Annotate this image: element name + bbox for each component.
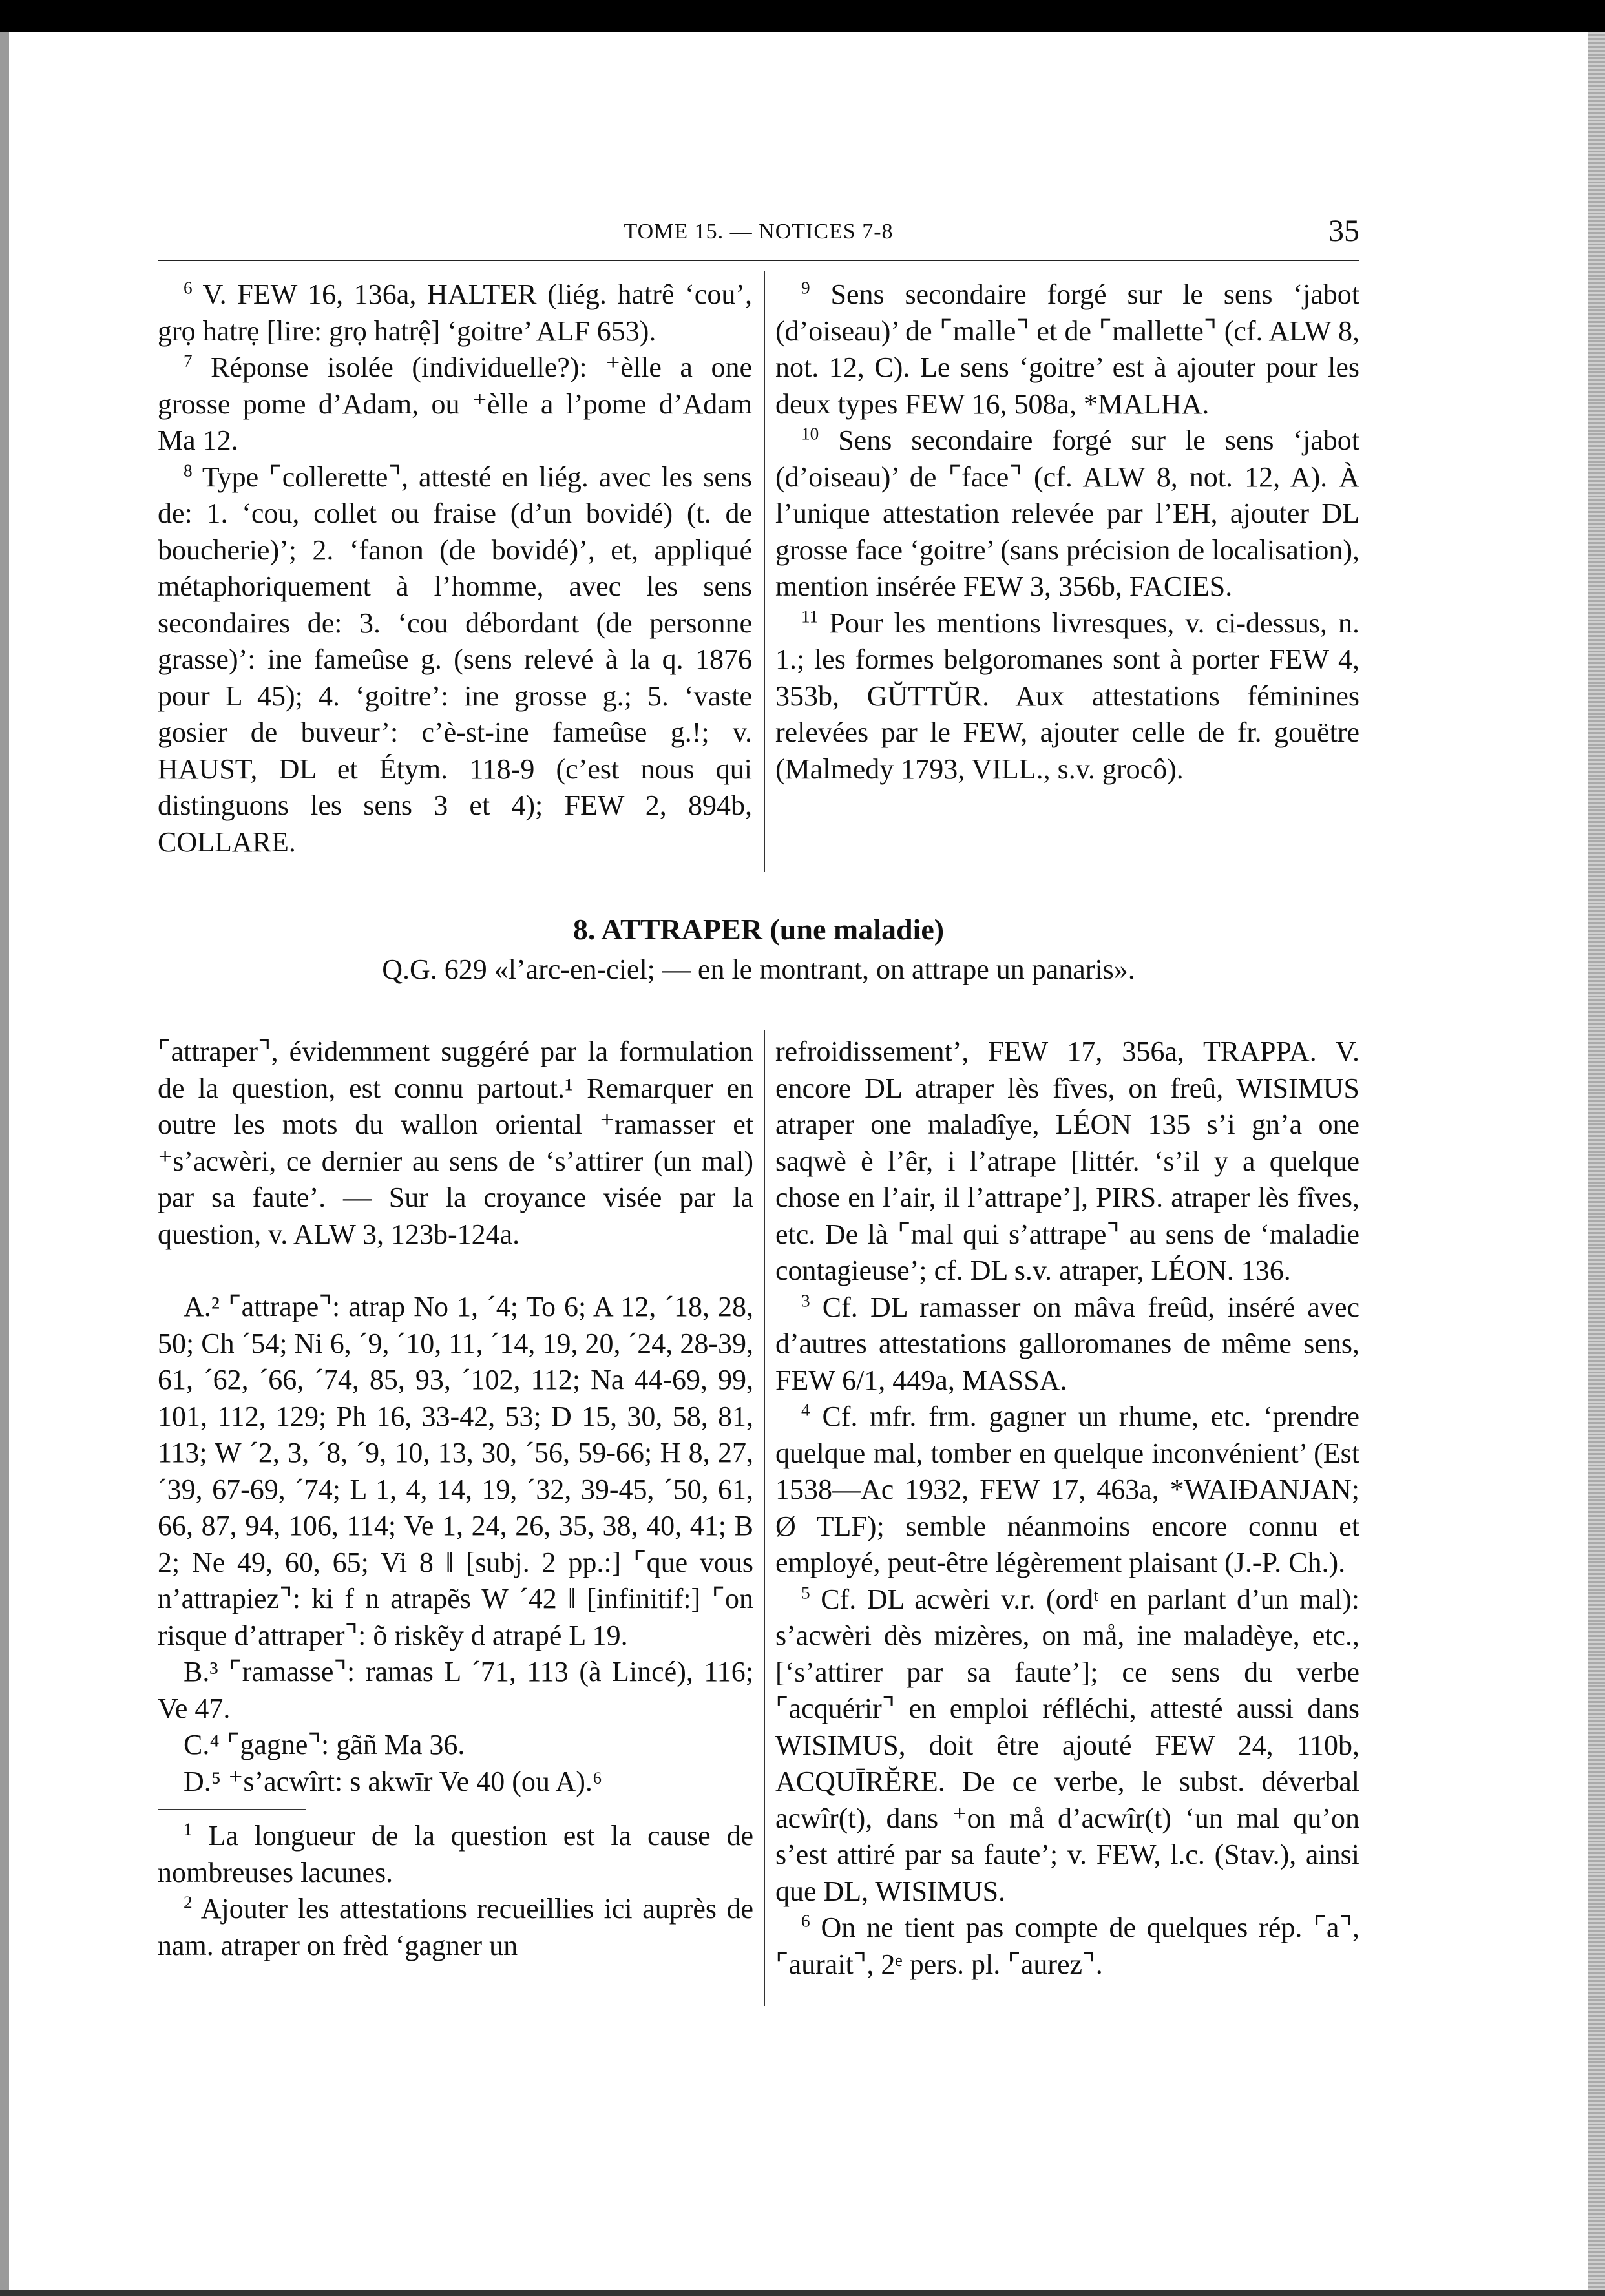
top-left-notes — [158, 277, 752, 861]
footnote-rule — [158, 1809, 306, 1810]
intro-paragraph: ⌜attraper⌝, évidemment suggéré par la formulation de la question, est connu partout.¹ Remarquer en outre les mots du wallon oriental ⁺ramasser et ⁺s’acwèri, ce dernier au sens de ‘s’attirer (un mal) par sa faute’. — Sur la croyance visée par la question, v. ALW 3, 123b-124a. — [158, 1036, 753, 1250]
note-10 — [775, 423, 1359, 605]
scan-border-right — [1588, 32, 1605, 2296]
note-text: V. FEW 16, 136a, HALTER (liég. hatrê ‘cou’, grọ hatrẹ [lire: grọ hatrệ] ‘goitre’ ALF 653). — [158, 278, 752, 347]
note-text: On ne tient pas compte de quelques rép. ⌜a⌝, ⌜aurait⌝, 2ᵉ pers. pl. ⌜aurez⌝. — [775, 1912, 1359, 1980]
note-text: Sens secondaire forgé sur le sens ‘jabot (d’oiseau)’ de ⌜face⌝ (cf. ALW 8, not. 12, A). À l’unique attestation relevée par l’EH, ajouter DL grosse face ‘goitre’ (sans précision de localisation), mention insérée FEW 3, 356b, FACIES. — [775, 424, 1360, 602]
note-text: Cf. DL ramasser on mâva freûd, inséré avec d’autres attestations galloromanes de même sens, FEW 6/1, 449a, MASSA. — [775, 1291, 1359, 1396]
type-b-paragraph: B.³ ⌜ramasse⌝: ramas L ´71, 113 (à Lincé), 116; Ve 47. — [158, 1656, 753, 1724]
note-text: Pour les mentions livresques, v. ci-dessus, n. 1.; les formes belgoromanes sont à porter FEW 4, 353b, GŬTTŬR. Aux attestations féminines relevées par le FEW, ajouter celle de fr. gouëtre (Malmedy 1793, VILL., s.v. grocô). — [775, 607, 1359, 785]
header-rule — [158, 260, 1359, 261]
scan-border-top — [0, 0, 1605, 32]
note-number: 10 — [801, 424, 819, 444]
continuation-paragraph: refroidissement’, FEW 17, 356a, TRAPPA. V. encore DL atraper lès fîves, on freû, WISIMUS atraper one maladîye, LÉON 135 s’i gn’a one saqwè è l’êr, i l’atrape [littér. ‘s’il y a quelque chose en l’air, il l’attrape’], PIRS. atraper lès fîves, etc. De là ⌜mal qui s’attrape⌝ au sens de ‘maladie contagieuse’; cf. DL s.v. atraper, LÉON. 136. — [775, 1036, 1359, 1286]
note-9 — [775, 277, 1359, 423]
note-number: 6 — [801, 1911, 810, 1931]
note-number: 3 — [801, 1290, 810, 1310]
note-number: 2 — [184, 1892, 193, 1912]
note-number: 1 — [184, 1819, 193, 1839]
note-number: 7 — [184, 351, 193, 371]
footnote-1 — [158, 1818, 753, 1891]
note-text: Cf. DL acwèri v.r. (ordᵗ en parlant d’un mal): s’acwèri dès mizères, on må, ine maladèye, etc., [‘s’attirer par sa faute’]; ce sens du verbe ⌜acquérir⌝ en emploi réfléchi, attesté aussi dans WISIMUS, doit être ajouté FEW 24, 110b, ACQUĪRĔRE. De ce verbe, le subst. déverbal acwîr(t), dans ⁺on må d’acwîr(t) ‘un mal qu’on s’est attiré par sa faute’; v. FEW, l.c. (Stav.), ainsi que DL, WISIMUS. — [775, 1583, 1360, 1907]
note-number: 5 — [801, 1582, 810, 1602]
running-head: TOME 15. — NOTICES 7-8 — [624, 220, 894, 244]
note-11 — [775, 605, 1359, 788]
note-8 — [158, 459, 752, 861]
note-number: 4 — [801, 1400, 810, 1420]
page-header — [158, 213, 1359, 260]
note-4 — [775, 1399, 1359, 1581]
note-number: 8 — [184, 460, 193, 480]
left-main-column — [158, 1034, 753, 1964]
note-text: La longueur de la question est la cause de nombreuses lacunes. — [158, 1820, 753, 1888]
note-6-bottom — [775, 1910, 1359, 1983]
note-number: 11 — [801, 606, 819, 626]
column-divider-top — [764, 271, 765, 872]
scan-border-bottom — [0, 2290, 1605, 2296]
note-text: Cf. mfr. frm. gagner un rhume, etc. ‘prendre quelque mal, tomber en quelque inconvénient’ (Est 1538—Ac 1932, FEW 17, 463a, *WAIÐANJAN; Ø TLF); semble néanmoins encore connu et employé, peut-être légèrement plaisant (J.-P. Ch.). — [775, 1401, 1360, 1578]
note-text: Sens secondaire forgé sur le sens ‘jabot (d’oiseau)’ de ⌜malle⌝ et de ⌜mallette⌝ (cf. ALW 8, not. 12, C). Le sens ‘goitre’ est à ajouter pour les deux types FEW 16, 508a, *MALHA. — [775, 278, 1360, 420]
type-c-paragraph: C.⁴ ⌜gagne⌝: gãñ Ma 36. — [184, 1729, 465, 1760]
type-a-paragraph: A.² ⌜attrape⌝: atrap No 1, ´4; To 6; A 12, ´18, 28, 50; Ch ´54; Ni 6, ´9, ´10, 11, ´14, 19, 20, ´24, 28-39, 61, ´62, ´66, ´74, 85, 93, ´102, 112; Na 44-69, 99, 101, 112, 129; Ph 16, 33-42, 53; D 15, 30, 58, 81, 113; W ´2, 3, ´8, ´9, 10, 13, 30, ´56, 59-66; H 8, 27, ´39, 67-69, ´74; L 1, 4, 14, 19, ´32, 39-45, ´50, 61, 66, 87, 94, 106, 114; Ve 1, 24, 26, 35, 38, 40, 41; B 2; Ne 49, 60, 65; Vi 8 ‖ [subj. 2 pp.:] ⌜que vous n’attrapiez⌝: ki f n atrapẽs W ´42 ‖ [infinitif:] ⌜on risque d’attraper⌝: õ riskẽy d atrapé L 19. — [158, 1291, 753, 1651]
column-divider-main — [764, 1030, 765, 2006]
note-number: 9 — [801, 278, 810, 298]
section-title: 8. ATTRAPER (une maladie) — [572, 913, 945, 946]
note-5 — [775, 1581, 1359, 1910]
type-d-paragraph: D.⁵ ⁺s’acwîrt: s akwīr Ve 40 (ou A).⁶ — [184, 1765, 603, 1797]
question-line: Q.G. 629 «l’arc-en-ciel; — en le montrant, on attrape un panaris». — [382, 954, 1135, 985]
right-main-column — [775, 1034, 1359, 1983]
note-6 — [158, 277, 752, 350]
note-3 — [775, 1289, 1359, 1399]
paragraph-gap — [158, 1253, 753, 1289]
scan-border-left — [0, 32, 9, 2296]
top-right-notes — [775, 277, 1359, 788]
footnote-2 — [158, 1891, 753, 1964]
note-number: 6 — [184, 278, 193, 298]
note-text: Type ⌜collerette⌝, attesté en liég. avec les sens de: 1. ‘cou, collet ou fraise (d’un bovidé) (t. de boucherie)’; 2. ‘fanon (de bovidé)’, et, appliqué métaphoriquement à l’homme, avec les sens secondaires de: 3. ‘cou débordant (de personne grasse)’: ine fameûse g. (sens relevé à la q. 1876 pour L 45); 4. ‘goitre’: ine grosse g.; 5. ‘vaste gosier de buveur’: c’è-st-ine fameûse g.!; v. HAUST, DL et Étym. 118-9 (c’est nous qui distinguons les sens 3 et 4); FEW 2, 894b, COLLARE. — [158, 461, 752, 858]
note-text: Réponse isolée (individuelle?): ⁺èlle a one grosse pome d’Adam, ou ⁺èlle a l’pome d’Adam Ma 12. — [158, 351, 752, 456]
note-text: Ajouter les attestations recueillies ici auprès de nam. atraper on frèd ‘gagner un — [158, 1893, 753, 1961]
page-number: 35 — [1328, 214, 1359, 248]
note-7 — [158, 350, 752, 459]
